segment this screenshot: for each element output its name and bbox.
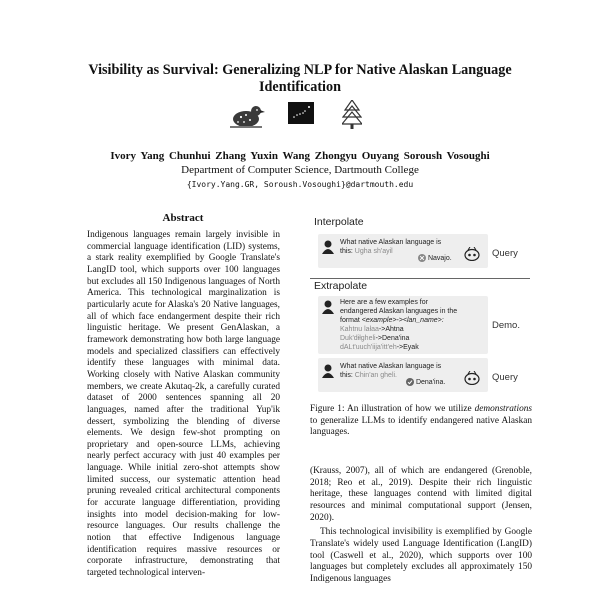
demo-example-3: dALt'uuch'iija'itt'eh	[340, 344, 397, 351]
wrong-answer-icon	[418, 254, 426, 262]
llm-robot-icon	[464, 247, 480, 261]
affiliation: Department of Computer Science, Dartmouth College	[181, 164, 419, 176]
person-icon	[322, 240, 334, 254]
paper-title: Visibility as Survival: Generalizing NLP for Native Alaskan Language Identification	[88, 62, 512, 95]
correct-answer-icon	[406, 378, 414, 386]
extrap-answer: Dena'ina.	[415, 379, 446, 386]
extrap-this: this:	[340, 372, 353, 379]
interpolate-query-box	[318, 234, 488, 268]
author-list: Ivory Yang Chunhui Zhang Yuxin Wang Zhongyu Ouyang Soroush Vosoughi	[110, 150, 490, 162]
demo-example-1: Kahtnu lałaa	[340, 326, 379, 333]
extrap-example: Chin'an gheli.	[354, 372, 397, 379]
demo-line-3a: format	[340, 317, 360, 324]
extrapolate-label: Extrapolate	[314, 280, 368, 292]
abstract-text: Indigenous languages remain largely invisible in commercial language identification (LID) systems, a stark reality exemplified by Google Translate's LangID tool, which supports over 100 languages but excludes all 150 Indigenous languages of North America. This technological marginalization is particularly acute for Alaska's 20 Native languages, all of which face endangerment despite their rich linguistic heritage. We present GenAlaskan, a framework demonstrating how both large language models and specialized classifiers can effectively identify these languages with minimal data. Working closely with Native Alaskan community members, we create Akutaq-2k, a carefully curated dataset of 2000 sentences spanning all 20 languages, named after the traditional Yup'ik dessert, symbolizing the blending of diverse elements. We design few-shot prompting on proprietary and open-source LLMs, achieving nearly perfect accuracy with just 40 examples per language. While initial zero-shot attempts show limited success, our systematic attention head pruning revealed critical architectural components for accurate language differentiation, providing insights into model decision-making for low-resource languages. Our results challenge the notion that effective Indigenous language identification requires massive resources or corporate infrastructure, demonstrating that targeted technological interven-	[87, 230, 280, 579]
interp-question: What native Alaskan language is	[340, 239, 442, 246]
extrapolate-query-box	[318, 358, 488, 392]
interp-example: Ugha sh'ayil	[354, 248, 393, 255]
caption-emphasis: demonstrations	[474, 404, 532, 414]
demonstration-box	[318, 296, 488, 354]
caption-suffix: to generalize LLMs to identify endangered native Alaskan languages.	[310, 415, 532, 437]
author-emails: {Ivory.Yang.GR, Soroush.Vosoughi}@dartmouth.edu	[186, 180, 414, 189]
llm-robot-icon	[464, 371, 480, 385]
abstract-heading: Abstract	[162, 212, 204, 224]
intro-body	[310, 466, 532, 586]
figure-caption	[310, 404, 532, 439]
demo-line-3b: <example>-><lan_name>:	[361, 317, 444, 324]
demo-label-1: ->Ahtna	[378, 326, 404, 333]
interp-query-label: Query	[492, 248, 518, 259]
demo-label-2: ->Dena'ina	[375, 335, 410, 342]
demo-label-3: ->Eyak	[396, 344, 419, 351]
extrap-query-label: Query	[492, 372, 518, 383]
demo-example-2: Duk'dɨłgheli	[340, 335, 376, 342]
demo-line-2: endangered Alaskan languages in the	[340, 308, 458, 315]
title-logos	[0, 98, 600, 132]
interp-answer: Navajo.	[427, 255, 452, 262]
person-icon	[322, 364, 334, 378]
extrap-question: What native Alaskan language is	[340, 363, 442, 370]
ptarmigan-bird-icon	[226, 102, 266, 130]
demo-line-1: Here are a few examples for	[340, 299, 428, 306]
alaska-flag-icon	[288, 102, 314, 124]
body-paragraph-1: (Krauss, 2007), all of which are endangered (Grenoble, 2018; Reo et al., 2019). Despite their rich linguistic heritage, these languages contend with limited digital resources and minimal computational support (Jensen, 2020).	[310, 466, 532, 523]
interpolate-label: Interpolate	[314, 216, 364, 228]
figure-divider	[310, 278, 530, 279]
demo-label: Demo.	[492, 320, 520, 331]
spruce-tree-icon	[342, 100, 362, 130]
body-paragraph-2: This technological invisibility is exemplified by Google Translate's widely used Language Identification (LangID) tool (Caswell et al., 2020), which supports over 100 languages but completely excludes all approximately 150 Indigenous languages	[310, 527, 532, 584]
interp-this: this:	[340, 248, 353, 255]
person-icon	[322, 300, 334, 314]
caption-prefix: Figure 1: An illustration of how we utilize	[310, 404, 472, 414]
